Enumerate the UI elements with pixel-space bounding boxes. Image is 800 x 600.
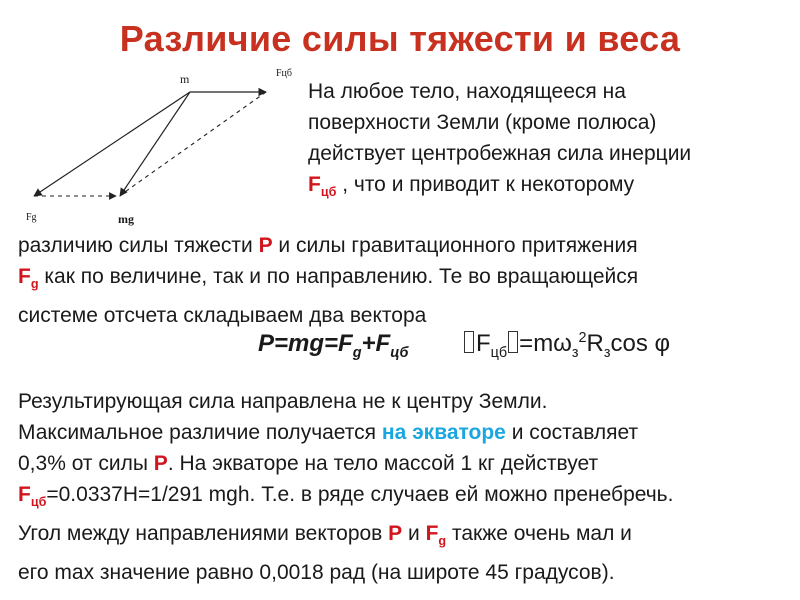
symbol-f: F [308,173,321,196]
formula-sup: 2 [578,330,587,346]
conclusion-paragraph [18,386,673,588]
text: 0,3% от силы [18,452,154,475]
intro-line-3: действует центробежная сила инерции [308,142,692,165]
difference-line-3: системе отсчета складываем два вектора [18,304,427,328]
formula-part: R [586,330,604,357]
formula-part: +F [361,330,391,357]
vector-mg-line [120,92,190,196]
symbol-p: P [388,522,403,546]
difference-line-1 [18,230,638,261]
diagram-label-mg: mg [118,212,134,226]
formula-part: =mω [519,330,572,357]
difference-paragraph [18,230,638,331]
text: различию силы тяжести [18,234,259,257]
conclusion-line-6: его max значение равно 0,0018 рад (на широте 45 градусов). [18,561,615,585]
conclusion-line-1: Результирующая сила направлена не к центру Земли. [18,390,548,413]
formula-part: P=mg=F [258,330,353,357]
missing-glyph-box [508,331,518,353]
symbol-sub-g: g [438,534,447,549]
formula-part: F [476,330,491,357]
intro-line-4-text: , что и приводит к некоторому [336,173,635,196]
symbol-sub-cb: цб [320,185,337,200]
text: как по величине, так и по направлению. Те во вращающейся [38,265,639,288]
symbol-f: F [18,483,31,506]
text: Максимальное различие получается [18,421,382,444]
centrifugal-force-formula [464,330,670,361]
text: и составляет [505,421,639,444]
dashed-fcb-to-mg [122,92,266,194]
conclusion-line-3 [18,448,673,479]
text: . На экваторе на тело массой 1 кг действует [167,452,599,475]
difference-line-2 [18,261,638,300]
vector-fg-line [34,92,190,196]
symbol-f: F [425,522,439,546]
intro-line-2: поверхности Земли (кроме полюса) [308,111,657,134]
intro-paragraph [308,76,691,208]
symbol-f: F [18,265,31,288]
highlight-equator: на экваторе [381,421,506,444]
text: Угол между направлениями векторов [18,522,389,546]
slide-title: Различие силы тяжести и веса [119,18,681,59]
symbol-p: P [258,234,273,257]
text: и силы гравитационного притяжения [272,234,638,257]
intro-line-1: На любое тело, находящееся на [308,80,626,103]
conclusion-line-5 [18,518,673,557]
formula-sub: цб [390,344,409,361]
diagram-label-fcb: Fцб [276,68,293,79]
text: =0.0337H=1/291 mgh. Т.е. в ряде случаев ей можно пренебречь. [46,483,674,506]
text: и [402,522,426,546]
vector-sum-formula [258,330,408,361]
conclusion-line-2 [18,417,673,448]
intro-line-4 [308,169,691,208]
conclusion-line-4 [18,479,673,518]
diagram-label-fg: Fg [26,212,37,223]
text: также очень мал и [446,522,632,546]
formula-sub: з [571,344,579,361]
symbol-p: P [153,452,168,475]
formula-sub: з [603,344,611,361]
formula-sub: цб [490,344,508,361]
missing-glyph-box [464,331,474,353]
formula-sub: g [352,344,362,361]
formula-part: cos φ [610,330,671,357]
symbol-sub-cb: цб [30,495,47,510]
diagram-label-m: m [180,72,190,86]
symbol-sub-g: g [30,277,39,292]
